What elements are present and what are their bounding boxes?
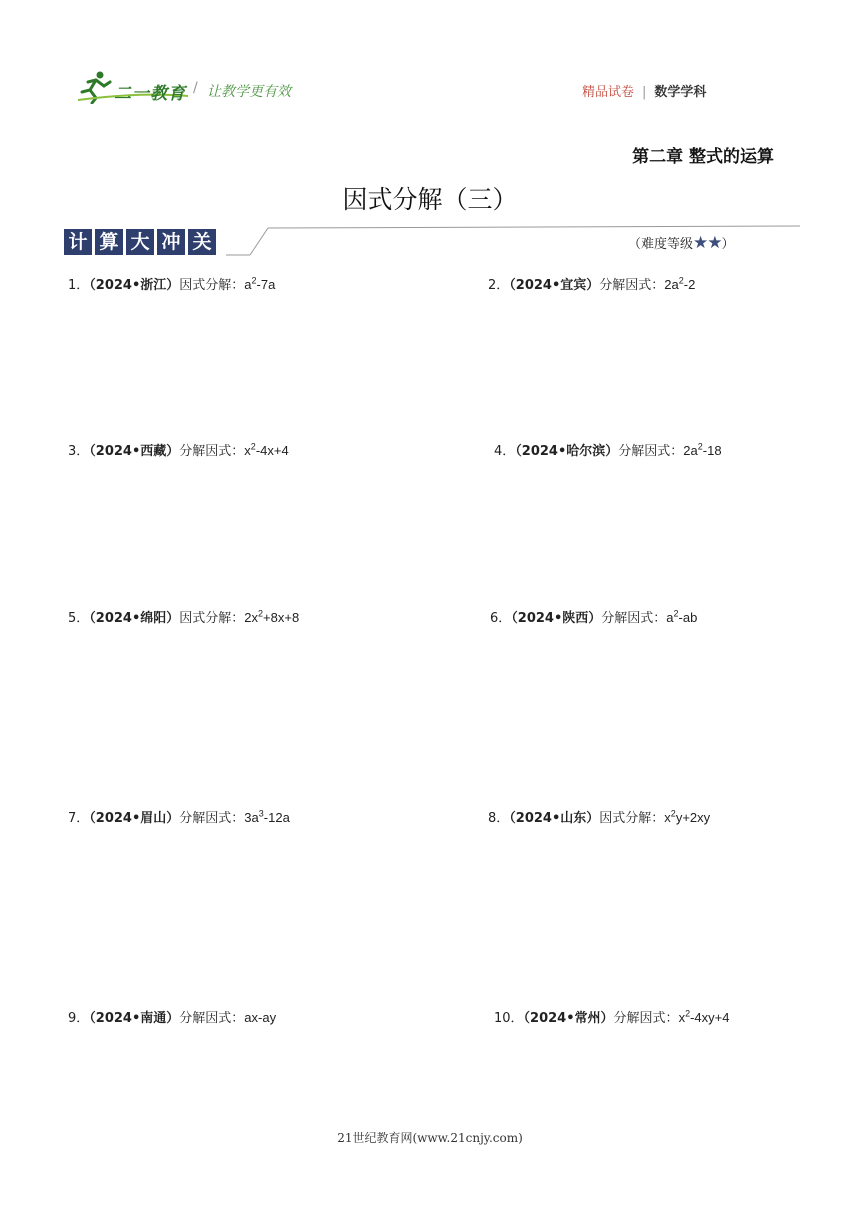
banner-char: 计 (64, 229, 92, 255)
problem-instruction: 分解因式： (179, 444, 245, 459)
problem-number: 10． (494, 1011, 524, 1026)
problem-number: 4． (494, 444, 516, 459)
problem-instruction: 分解因式： (618, 444, 684, 459)
problem-expression: ax-ay (244, 1010, 277, 1025)
problem-instruction: 分解因式： (601, 611, 667, 626)
problem-item (68, 607, 299, 626)
problem-item (494, 1007, 729, 1026)
problem-number: 6． (490, 611, 512, 626)
problem-expression: $a^2-ab$ (666, 608, 698, 625)
problem-item (68, 440, 289, 459)
problem-source: （2024•山东） (509, 811, 600, 826)
header-tag-subject: 数学学科 (654, 85, 707, 100)
star-icon: ★★ (693, 233, 722, 253)
problem-source: （2024•宜宾） (509, 278, 600, 293)
banner-char: 算 (95, 229, 123, 255)
header-subject (582, 81, 706, 100)
problem-expression: $x^2-4x+4$ (244, 441, 289, 458)
problem-source: （2024•浙江） (89, 278, 180, 293)
page-footer: 21世纪教育网(www.21cnjy.com) (337, 1131, 523, 1145)
problem-source: （2024•眉山） (89, 811, 180, 826)
problem-expression: $x^2-4xy+4$ (678, 1008, 730, 1025)
problem-instruction: 分解因式： (599, 278, 665, 293)
header-separator: | (642, 85, 647, 100)
logo-text: 二一教育 (114, 84, 186, 104)
problem-item (68, 1007, 276, 1026)
problem-source: （2024•哈尔滨） (515, 444, 619, 459)
problem-instruction: 因式分解： (179, 611, 245, 626)
problem-number: 7． (68, 811, 90, 826)
problem-item (488, 274, 695, 293)
banner-char: 关 (188, 229, 216, 255)
problem-instruction: 因式分解： (599, 811, 665, 826)
problem-instruction: 分解因式： (179, 1011, 245, 1026)
problem-source: （2024•常州） (523, 1011, 614, 1026)
difficulty-close: ） (721, 237, 735, 252)
problem-number: 2． (488, 278, 510, 293)
problem-number: 3． (68, 444, 90, 459)
problem-expression: $2a^2-2$ (664, 275, 696, 292)
page-title: 因式分解（三） (342, 185, 518, 214)
problem-instruction: 因式分解： (179, 278, 245, 293)
problem-number: 9． (68, 1011, 90, 1026)
section-banner (64, 229, 224, 255)
problem-item (494, 440, 722, 459)
problem-number: 5． (68, 611, 90, 626)
problem-expression: $3a^3-12a$ (244, 808, 290, 825)
problem-number: 8． (488, 811, 510, 826)
problem-source: （2024•绵阳） (89, 611, 180, 626)
chapter-title: 第二章 整式的运算 (632, 147, 774, 167)
problem-instruction: 分解因式： (179, 811, 245, 826)
problem-source: （2024•陕西） (511, 611, 602, 626)
problem-expression: $a^2-7a$ (244, 275, 276, 292)
difficulty-rating (628, 233, 735, 253)
problem-source: （2024•南通） (89, 1011, 180, 1026)
logo-slogan: 让教学更有效 (207, 84, 291, 100)
banner-char: 大 (126, 229, 154, 255)
logo-divider: / (193, 80, 198, 96)
problem-expression: $2a^2-18$ (683, 441, 722, 458)
problem-source: （2024•西藏） (89, 444, 180, 459)
problem-item (68, 274, 275, 293)
problem-expression: $x^2y+2xy$ (664, 808, 711, 825)
problem-item (490, 607, 697, 626)
banner-char: 冲 (157, 229, 185, 255)
problem-expression: $2x^2+8x+8$ (244, 608, 300, 625)
difficulty-label: （难度等级 (628, 237, 694, 252)
header-tag-premium: 精品试卷 (582, 85, 635, 100)
problem-item (488, 807, 710, 826)
problem-instruction: 分解因式： (613, 1011, 679, 1026)
problem-item (68, 807, 290, 826)
problem-number: 1． (68, 278, 90, 293)
